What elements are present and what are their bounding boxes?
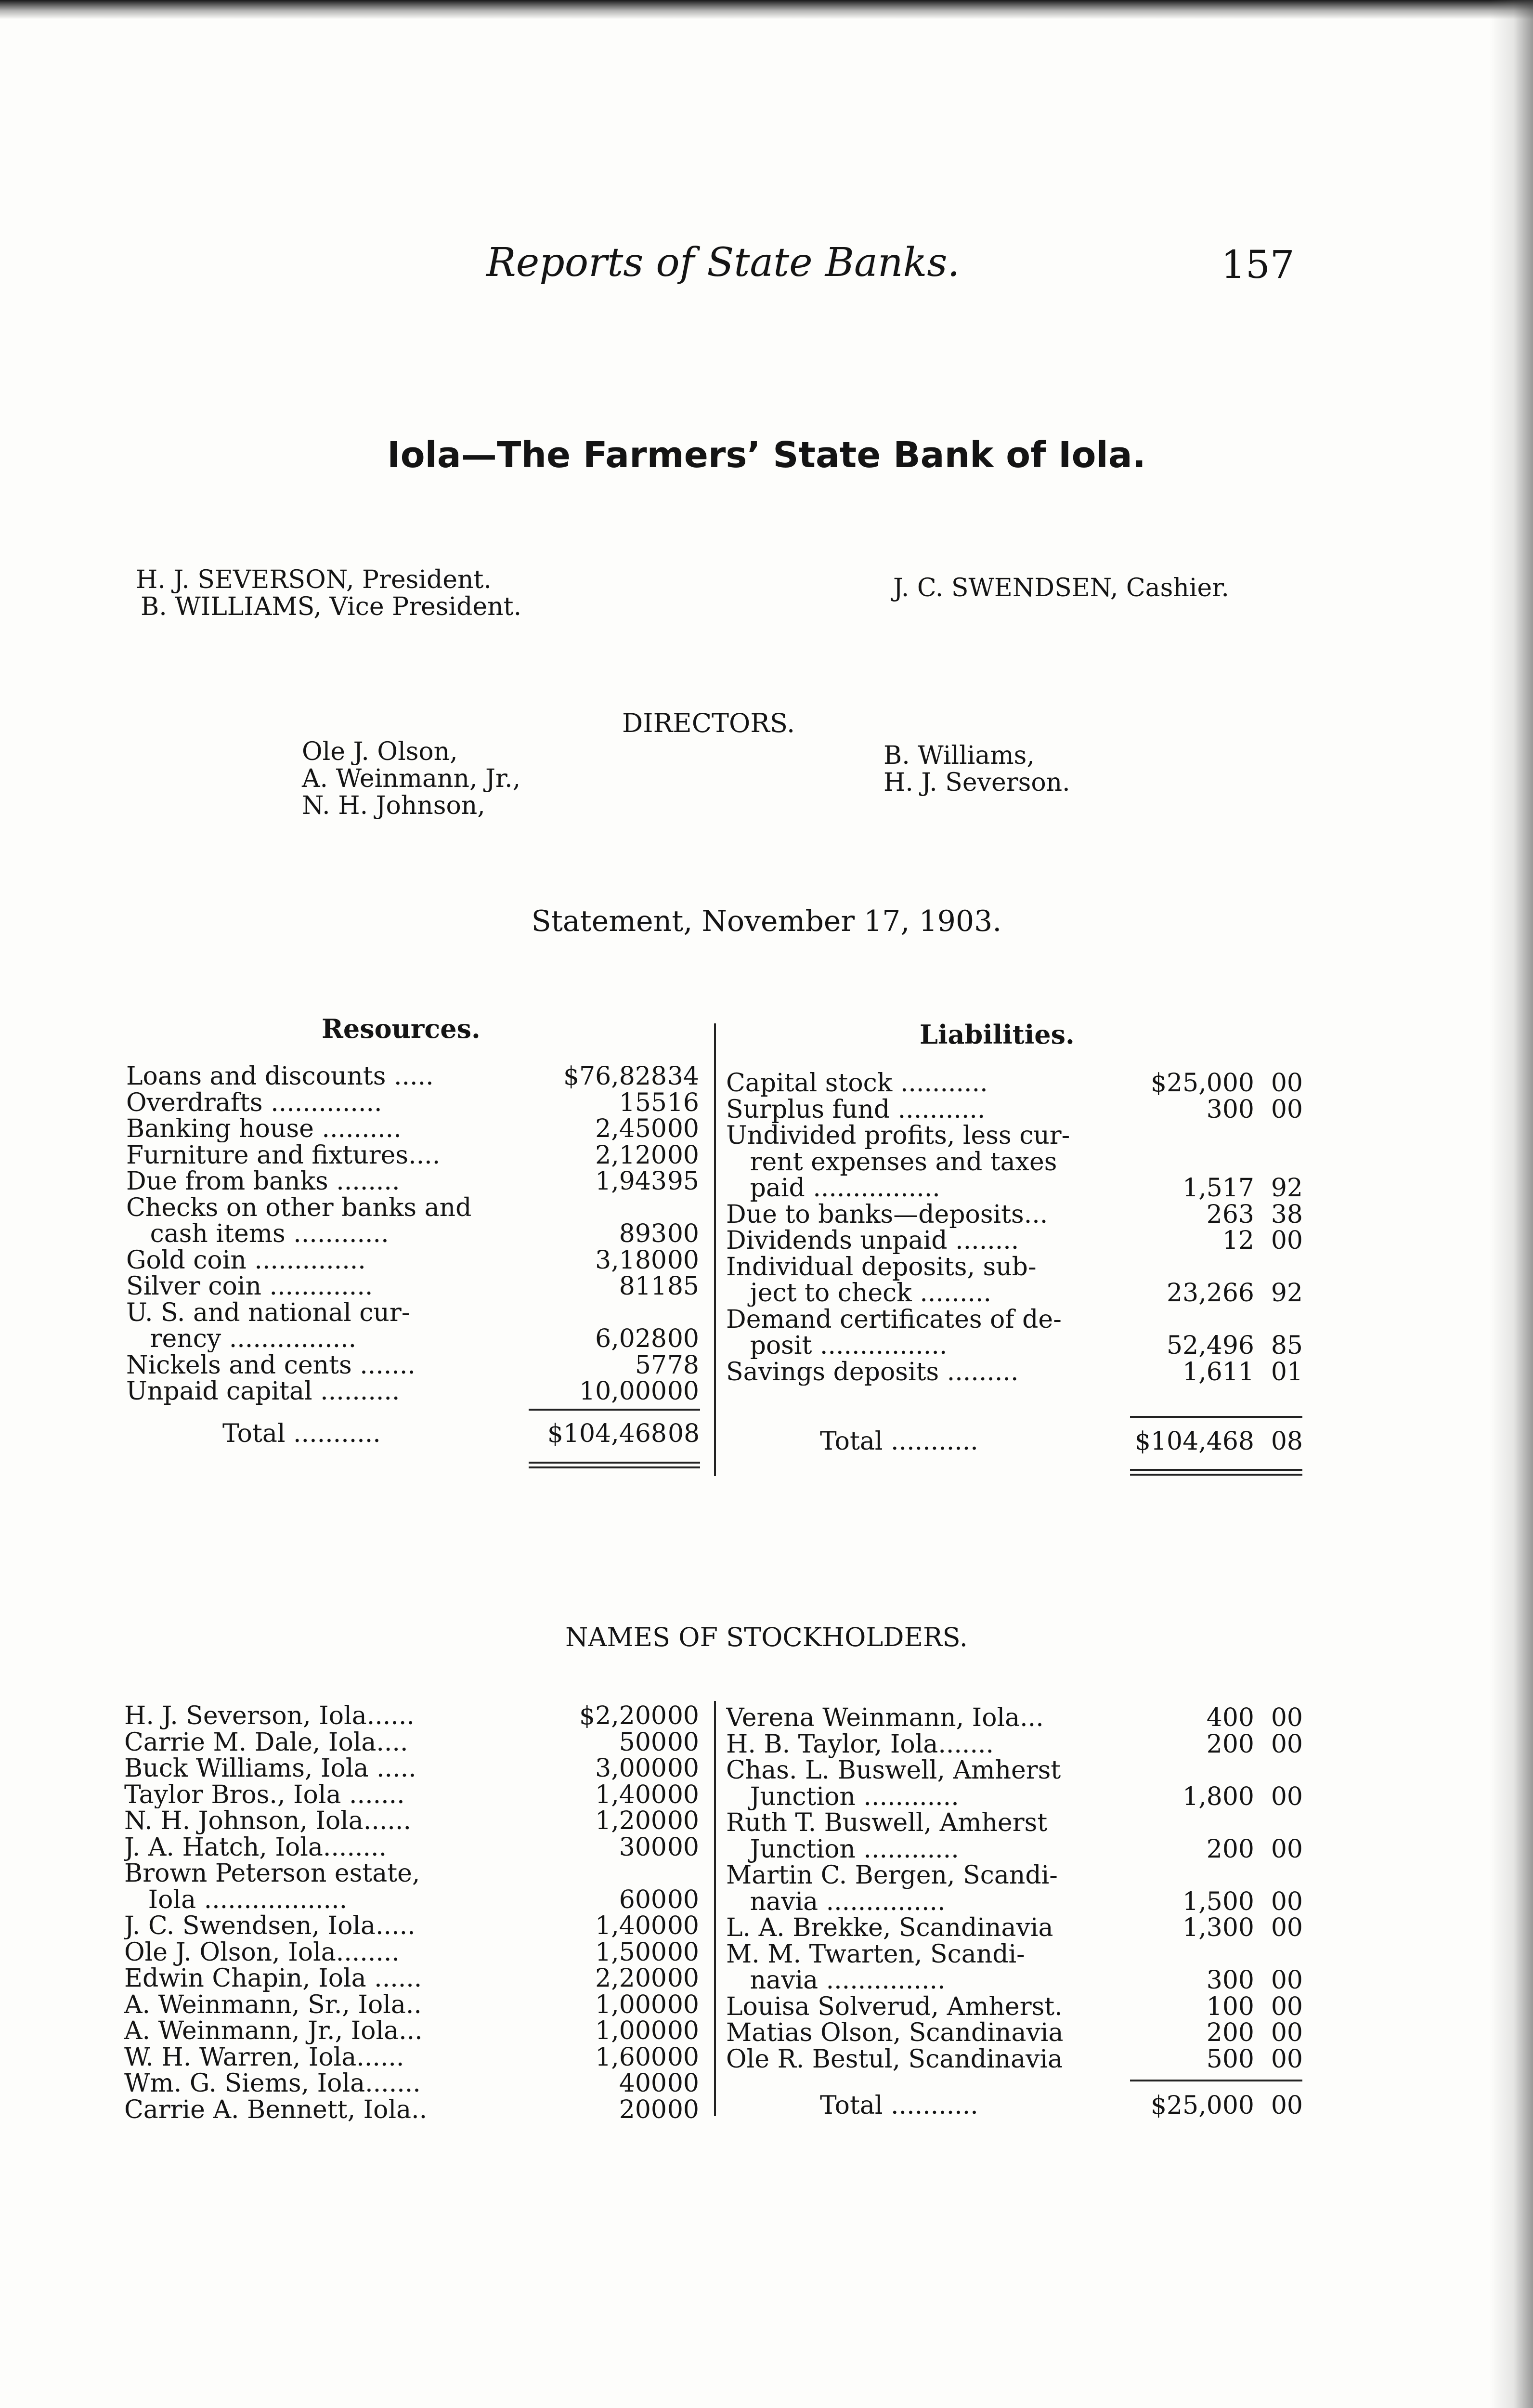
ledger-row [126, 1273, 699, 1300]
ledger-dollars: 6,028 [595, 1324, 667, 1353]
ledger-cents: 00 [667, 1140, 699, 1170]
ledger-cents: 85 [667, 1272, 699, 1301]
ledger-dollars: 200 [619, 2095, 667, 2124]
page-edge-top [0, 0, 1533, 19]
ledger-row [126, 1221, 699, 1247]
ledger-label: Banking house .......... [126, 1116, 402, 1142]
ledger-dollars: 1,611 [1182, 1357, 1254, 1387]
ledger-label: J. A. Hatch, Iola........ [124, 1834, 387, 1861]
ledger-cents: 00 [667, 2069, 699, 2098]
ledger-dollars: 23,266 [1167, 1279, 1254, 1308]
ledger-label: Martin C. Bergen, Scandi- [726, 1862, 1058, 1889]
ledger-dollars: 1,200 [595, 1806, 667, 1835]
ledger-cents: 00 [1271, 1966, 1303, 1995]
ledger-cents: 00 [667, 1911, 699, 1940]
resources-total-row [126, 1421, 704, 1447]
ledger-row [726, 1784, 1303, 1810]
director-name: N. H. Johnson, [302, 791, 485, 820]
ledger-label: navia ............... [726, 1967, 946, 1994]
ledger-label: rent expenses and taxes [726, 1149, 1057, 1176]
ledger-label: A. Weinmann, Jr., Iola... [124, 2018, 423, 2044]
ledger-row [726, 1731, 1303, 1758]
liabilities-total-double-rule [1130, 1469, 1302, 1476]
ledger-label: Individual deposits, sub- [726, 1254, 1037, 1281]
ledger-row [726, 1889, 1303, 1915]
bank-title: Iola—The Farmers’ State Bank of Iola. [387, 434, 1146, 476]
stockholders-column-divider [714, 1701, 716, 2116]
ledger-label: Louisa Solverud, Amherst. [726, 1993, 1063, 2020]
ledger-dollars: 893 [619, 1219, 667, 1248]
ledger-cents: 00 [1271, 2044, 1303, 2074]
ledger-row [726, 1915, 1303, 1941]
director-name: Ole J. Olson, [302, 737, 458, 766]
ledger-row [726, 2046, 1303, 2073]
ledger-label: Savings deposits ......... [726, 1359, 1019, 1386]
page-edge-right [1490, 0, 1533, 2408]
ledger-row [124, 1782, 699, 1808]
directors-heading: DIRECTORS. [622, 708, 795, 738]
ledger-dollars: 300 [1206, 1966, 1254, 1995]
total-cents: 00 [1271, 2091, 1303, 2120]
ledger-label: cash items ............ [126, 1221, 389, 1247]
director-name: B. Williams, [883, 741, 1035, 770]
ledger-label: Brown Peterson estate, [124, 1860, 420, 1887]
ledger-dollars: 1,943 [595, 1167, 667, 1196]
ledger-label: Buck Williams, Iola ..... [124, 1755, 416, 1782]
ledger-cents: 00 [667, 1937, 699, 1967]
ledger-cents: 00 [1271, 1992, 1303, 2021]
ledger-label: Wm. G. Siems, Iola....... [124, 2070, 421, 2097]
ledger-dollars: 1,600 [595, 2042, 667, 2072]
resources-total-double-rule [529, 1462, 700, 1468]
ledger-cents: 00 [667, 1832, 699, 1862]
ledger-row [726, 1941, 1303, 1968]
ledger-cents: 85 [1271, 1331, 1303, 1360]
ledger-row [124, 1939, 699, 1966]
ledger-label: Junction ............ [726, 1836, 959, 1863]
officer-cashier: J. C. SWENDSEN, Cashier. [893, 574, 1229, 602]
ledger-dollars: 200 [1206, 1834, 1254, 1864]
ledger-row [726, 1228, 1303, 1254]
ledger-dollars: 12 [1222, 1226, 1254, 1255]
ledger-dollars: 1,400 [595, 1911, 667, 1940]
director-name: H. J. Severson. [883, 768, 1070, 797]
ledger-row [124, 1913, 699, 1939]
ledger-cents: 00 [1271, 1834, 1303, 1864]
ledger-row [726, 1123, 1303, 1149]
ledger-row [726, 1175, 1303, 1202]
ledger-row [124, 2044, 699, 2071]
ledger-cents: 00 [667, 1990, 699, 2019]
ledger-row [124, 1755, 699, 1782]
ledger-dollars: 2,120 [595, 1140, 667, 1170]
ledger-row [726, 1994, 1303, 2020]
ledger-label: Surplus fund ........... [726, 1096, 986, 1123]
ledger-row [726, 2020, 1303, 2046]
ledger-label: navia ............... [726, 1888, 946, 1915]
ledger-row [126, 1116, 699, 1142]
ledger-label: Ole R. Bestul, Scandinavia [726, 2046, 1063, 2073]
officer-president: H. J. SEVERSON, President. [136, 565, 492, 594]
ledger-cents: 00 [667, 1114, 699, 1143]
ledger-row [726, 1254, 1303, 1281]
ledger-label: rency ................ [126, 1326, 357, 1352]
ledger-cents: 16 [667, 1088, 699, 1117]
total-label: Total ........... [820, 2093, 978, 2119]
ledger-row [124, 1887, 699, 1913]
ledger-dollars: 155 [619, 1088, 667, 1117]
liabilities-subtotal-rule [1130, 1416, 1302, 1418]
ledger-dollars: 10,000 [579, 1377, 667, 1406]
ledger-label: Furniture and fixtures.... [126, 1142, 441, 1169]
ledger-cents: 92 [1271, 1174, 1303, 1203]
ledger-cents: 00 [667, 1727, 699, 1757]
stockholders-heading: NAMES OF STOCKHOLDERS. [565, 1622, 968, 1652]
ledger-row [726, 1836, 1303, 1863]
ledger-cents: 00 [1271, 1226, 1303, 1255]
running-header: Reports of State Banks. [486, 240, 960, 286]
total-label: Total ........... [222, 1421, 381, 1447]
ledger-dollars: 3,000 [595, 1754, 667, 1783]
ledger-label: Unpaid capital .......... [126, 1378, 400, 1405]
ledger-row [126, 1063, 699, 1090]
ledger-dollars: 263 [1206, 1200, 1254, 1229]
ledger-dollars: 1,800 [1182, 1782, 1254, 1811]
ledger-row [726, 1333, 1303, 1359]
ledger-label: W. H. Warren, Iola...... [124, 2044, 404, 2071]
ledger-cents: 00 [1271, 1069, 1303, 1098]
ledger-dollars: 400 [1206, 1703, 1254, 1732]
ledger-dollars: 1,500 [1182, 1887, 1254, 1916]
ledger-row [126, 1195, 699, 1221]
ledger-label: ject to check ......... [726, 1280, 992, 1307]
ledger-row [126, 1142, 699, 1169]
ledger-row [726, 1862, 1303, 1889]
ledger-cents: 00 [667, 2016, 699, 2045]
ledger-dollars: 500 [619, 1727, 667, 1757]
ledger-dollars: 500 [1206, 2044, 1254, 2074]
stockholders-subtotal-rule [1130, 2080, 1302, 2081]
ledger-cents: 78 [667, 1350, 699, 1380]
ledger-cents: 00 [667, 1324, 699, 1353]
ledger-label: Carrie A. Bennett, Iola.. [124, 2096, 428, 2123]
ledger-cents: 38 [1271, 1200, 1303, 1229]
ledger-label: Dividends unpaid ........ [726, 1228, 1019, 1254]
ledger-label: Demand certificates of de- [726, 1306, 1062, 1333]
ledger-row [726, 1705, 1303, 1731]
ledger-cents: 00 [1271, 1095, 1303, 1124]
statement-column-divider [714, 1023, 716, 1476]
ledger-dollars: 300 [619, 1832, 667, 1862]
ledger-cents: 00 [1271, 1913, 1303, 1942]
ledger-label: Edwin Chapin, Iola ...... [124, 1965, 422, 1992]
ledger-cents: 01 [1271, 1357, 1303, 1387]
ledger-cents: 00 [667, 1780, 699, 1809]
page-number: 157 [1221, 242, 1295, 287]
ledger-dollars: 300 [1206, 1095, 1254, 1124]
officer-vice-president: B. WILLIAMS, Vice President. [141, 592, 522, 621]
ledger-cents: 00 [1271, 2018, 1303, 2047]
ledger-label: Ruth T. Buswell, Amherst [726, 1810, 1048, 1836]
ledger-cents: 00 [667, 1377, 699, 1406]
stockholders-total-row [726, 2093, 1304, 2119]
ledger-row [726, 1149, 1303, 1176]
ledger-label: Silver coin ............. [126, 1273, 373, 1300]
ledger-cents: 92 [1271, 1279, 1303, 1308]
ledger-cents: 00 [667, 1754, 699, 1783]
ledger-cents: 00 [667, 1885, 699, 1914]
ledger-row [124, 1729, 699, 1756]
ledger-row [124, 2097, 699, 2123]
ledger-label: Junction ............ [726, 1783, 959, 1810]
director-name: A. Weinmann, Jr., [302, 764, 521, 793]
ledger-label: Nickels and cents ....... [126, 1352, 416, 1379]
ledger-row [124, 2070, 699, 2097]
ledger-cents: 00 [1271, 1782, 1303, 1811]
ledger-label: Loans and discounts ..... [126, 1063, 434, 1090]
ledger-label: J. C. Swendsen, Iola..... [124, 1913, 416, 1939]
ledger-label: Due from banks ........ [126, 1168, 400, 1195]
liabilities-heading: Liabilities. [920, 1019, 1075, 1050]
ledger-row [726, 1757, 1303, 1784]
ledger-dollars: 1,000 [595, 2016, 667, 2045]
statement-title: Statement, November 17, 1903. [531, 904, 1002, 938]
total-cents: 08 [668, 1419, 700, 1448]
ledger-label: H. B. Taylor, Iola....... [726, 1731, 994, 1758]
ledger-label: Checks on other banks and [126, 1194, 472, 1221]
ledger-dollars: 2,200 [595, 1964, 667, 1993]
ledger-cents: 00 [667, 1219, 699, 1248]
ledger-cents: 00 [1271, 1703, 1303, 1732]
ledger-dollars: 1,000 [595, 1990, 667, 2019]
ledger-dollars: 100 [1206, 1992, 1254, 2021]
ledger-row [124, 1808, 699, 1834]
ledger-dollars: 400 [619, 2069, 667, 2098]
liabilities-total-row [726, 1428, 1304, 1455]
ledger-label: A. Weinmann, Sr., Iola.. [124, 1991, 422, 2018]
ledger-label: Taylor Bros., Iola ....... [124, 1781, 405, 1808]
ledger-label: Verena Weinmann, Iola... [726, 1705, 1044, 1731]
ledger-cents: 95 [667, 1167, 699, 1196]
ledger-row [126, 1090, 699, 1116]
ledger-row [124, 1834, 699, 1861]
ledger-row [124, 1992, 699, 2018]
ledger-label: U. S. and national cur- [126, 1299, 410, 1326]
ledger-cents: 00 [667, 1964, 699, 1993]
ledger-label: Carrie M. Dale, Iola.... [124, 1729, 408, 1756]
ledger-dollars: 1,517 [1182, 1174, 1254, 1203]
ledger-cents: 00 [667, 2095, 699, 2124]
ledger-row [126, 1378, 699, 1405]
ledger-cents: 00 [1271, 1729, 1303, 1759]
ledger-label: Matias Olson, Scandinavia [726, 2020, 1064, 2046]
ledger-cents: 00 [1271, 1887, 1303, 1916]
ledger-dollars: 600 [619, 1885, 667, 1914]
ledger-label: paid ................ [726, 1175, 940, 1202]
ledger-dollars: 200 [1206, 1729, 1254, 1759]
total-cents: 08 [1271, 1427, 1303, 1456]
ledger-cents: 00 [667, 2042, 699, 2072]
ledger-label: L. A. Brekke, Scandinavia [726, 1915, 1053, 1941]
ledger-dollars: 1,500 [595, 1937, 667, 1967]
ledger-row [726, 1967, 1303, 1994]
ledger-row [126, 1300, 699, 1326]
ledger-cents: 00 [667, 1701, 699, 1730]
ledger-row [726, 1280, 1303, 1307]
ledger-row [726, 1070, 1303, 1097]
ledger-cents: 34 [667, 1062, 699, 1091]
ledger-dollars: 57 [635, 1350, 667, 1380]
total-dollars: $104,468 [1134, 1427, 1254, 1456]
ledger-label: Overdrafts .............. [126, 1089, 382, 1116]
ledger-dollars: 1,300 [1182, 1913, 1254, 1942]
ledger-label: Gold coin .............. [126, 1247, 366, 1274]
resources-heading: Resources. [322, 1013, 481, 1044]
ledger-dollars: $2,200 [579, 1701, 667, 1730]
ledger-row [126, 1326, 699, 1352]
ledger-label: Ole J. Olson, Iola........ [124, 1939, 400, 1966]
total-dollars: $104,468 [547, 1419, 667, 1448]
ledger-dollars: 1,400 [595, 1780, 667, 1809]
ledger-label: Chas. L. Buswell, Amherst [726, 1757, 1061, 1784]
ledger-dollars: 2,450 [595, 1114, 667, 1143]
ledger-label: M. M. Twarten, Scandi- [726, 1941, 1025, 1968]
ledger-label: Due to banks—deposits... [726, 1201, 1048, 1228]
ledger-dollars: 200 [1206, 2018, 1254, 2047]
ledger-row [726, 1359, 1303, 1386]
ledger-row [124, 2018, 699, 2044]
ledger-row [124, 1965, 699, 1992]
ledger-dollars: $76,828 [563, 1062, 667, 1091]
total-label: Total ........... [820, 1428, 978, 1455]
ledger-row [126, 1352, 699, 1379]
ledger-cents: 00 [667, 1245, 699, 1275]
ledger-label: posit ................ [726, 1333, 948, 1359]
total-dollars: $25,000 [1150, 2091, 1254, 2120]
ledger-row [126, 1247, 699, 1274]
ledger-row [726, 1810, 1303, 1836]
ledger-row [726, 1307, 1303, 1333]
ledger-label: Iola .................. [124, 1886, 348, 1913]
ledger-cents: 00 [667, 1806, 699, 1835]
ledger-row [126, 1168, 699, 1195]
ledger-label: Undivided profits, less cur- [726, 1123, 1070, 1149]
ledger-label: Capital stock ........... [726, 1070, 988, 1097]
ledger-dollars: 3,180 [595, 1245, 667, 1275]
ledger-row [124, 1703, 699, 1729]
ledger-row [726, 1202, 1303, 1228]
ledger-row [124, 1860, 699, 1887]
ledger-label: H. J. Severson, Iola...... [124, 1703, 415, 1729]
ledger-label: N. H. Johnson, Iola...... [124, 1808, 411, 1834]
resources-subtotal-rule [529, 1409, 700, 1411]
ledger-dollars: 811 [619, 1272, 667, 1301]
ledger-dollars: 52,496 [1167, 1331, 1254, 1360]
ledger-row [726, 1097, 1303, 1123]
ledger-dollars: $25,000 [1150, 1069, 1254, 1098]
